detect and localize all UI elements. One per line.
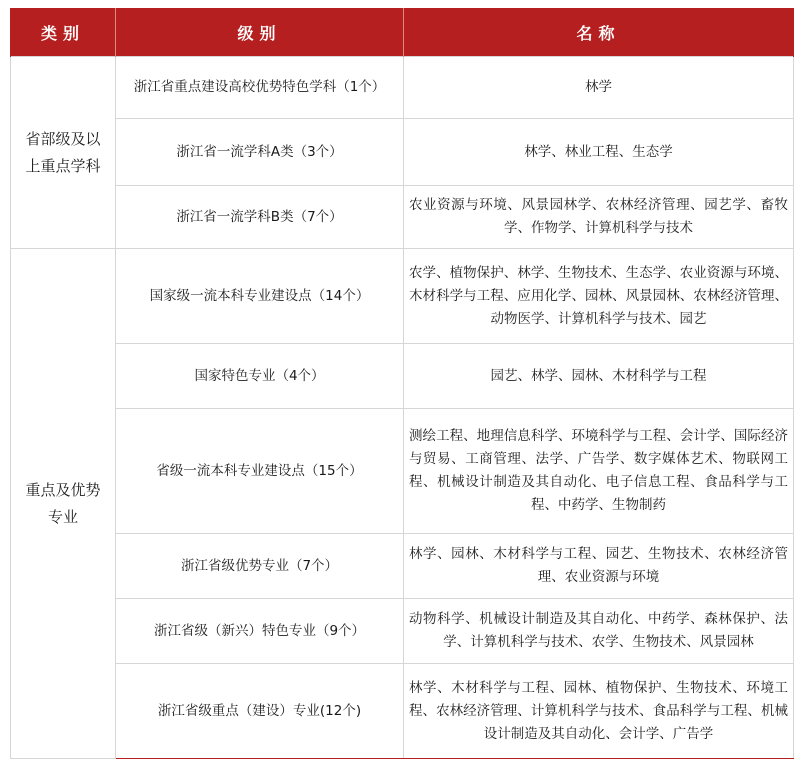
header-level: 级别 — [116, 8, 404, 57]
level-cell: 国家特色专业（4个） — [116, 344, 404, 409]
names-cell: 农学、植物保护、林学、生物技术、生态学、农业资源与环境、木材科学与工程、应用化学、园林、风景园林、农林经济管理、动物医学、计算机科学与技术、园艺 — [404, 249, 794, 344]
table-row — [11, 57, 794, 119]
header-name: 名称 — [404, 8, 794, 57]
names-cell: 林学 — [404, 57, 794, 119]
category-cell: 省部级及以上重点学科 — [11, 57, 116, 249]
table-row — [11, 534, 794, 599]
level-cell: 浙江省级重点（建设）专业(12个) — [116, 664, 404, 759]
level-cell: 省级一流本科专业建设点（15个） — [116, 409, 404, 534]
level-cell: 浙江省一流学科B类（7个） — [116, 186, 404, 249]
category-cell: 重点及优势专业 — [11, 249, 116, 759]
names-cell: 测绘工程、地理信息科学、环境科学与工程、会计学、国际经济与贸易、工商管理、法学、广告学、数字媒体艺术、物联网工程、机械设计制造及其自动化、电子信息工程、食品科学与工程、中药学、生物制药 — [404, 409, 794, 534]
names-cell: 动物科学、机械设计制造及其自动化、中药学、森林保护、法学、计算机科学与技术、农学、生物技术、风景园林 — [404, 599, 794, 664]
table-row — [11, 409, 794, 534]
level-cell: 浙江省级（新兴）特色专业（9个） — [116, 599, 404, 664]
table-row — [11, 599, 794, 664]
majors-table — [10, 8, 794, 759]
table-row — [11, 344, 794, 409]
level-cell: 浙江省重点建设高校优势特色学科（1个） — [116, 57, 404, 119]
names-cell: 林学、木材科学与工程、园林、植物保护、生物技术、环境工程、农林经济管理、计算机科学与技术、食品科学与工程、机械设计制造及其自动化、会计学、广告学 — [404, 664, 794, 759]
header-category: 类别 — [11, 8, 116, 57]
table-row — [11, 186, 794, 249]
level-cell: 国家级一流本科专业建设点（14个） — [116, 249, 404, 344]
table-header-row — [11, 8, 794, 57]
table-row — [11, 249, 794, 344]
names-cell: 园艺、林学、园林、木材科学与工程 — [404, 344, 794, 409]
level-cell: 浙江省级优势专业（7个） — [116, 534, 404, 599]
names-cell: 林学、园林、木材科学与工程、园艺、生物技术、农林经济管理、农业资源与环境 — [404, 534, 794, 599]
level-cell: 浙江省一流学科A类（3个） — [116, 119, 404, 186]
names-cell: 林学、林业工程、生态学 — [404, 119, 794, 186]
table-row — [11, 664, 794, 759]
names-cell: 农业资源与环境、风景园林学、农林经济管理、园艺学、畜牧学、作物学、计算机科学与技术 — [404, 186, 794, 249]
table-row — [11, 119, 794, 186]
